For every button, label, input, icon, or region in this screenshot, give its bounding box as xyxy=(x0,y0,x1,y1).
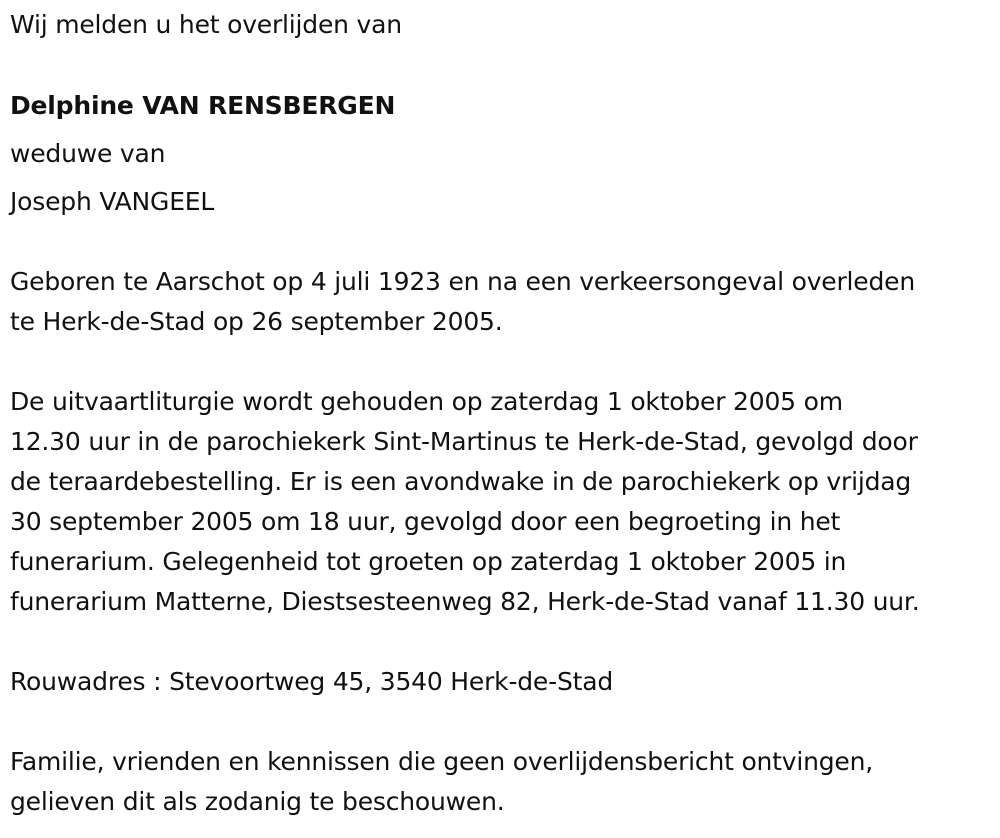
funeral-line: funerarium. Gelegenheid tot groeten op zaterdag 1 oktober 2005 in xyxy=(10,547,847,576)
relation-text: weduwe van xyxy=(10,139,166,168)
closing-line: gelieven dit als zodanig te beschouwen. xyxy=(10,787,505,816)
mourning-address: Rouwadres : Stevoortweg 45, 3540 Herk-de-Stad xyxy=(10,667,613,696)
funeral-line: funerarium Matterne, Diestsesteenweg 82, Herk-de-Stad vanaf 11.30 uur. xyxy=(10,587,920,616)
spouse-name: Joseph VANGEEL xyxy=(10,187,215,216)
funeral-line: de teraardebestelling. Er is een avondwake in de parochiekerk op vrijdag xyxy=(10,467,912,496)
deceased-name: Delphine VAN RENSBERGEN xyxy=(10,91,396,120)
closing-line: Familie, vrienden en kennissen die geen overlijdensbericht ontvingen, xyxy=(10,747,874,776)
funeral-line: 30 september 2005 om 18 uur, gevolgd door een begroeting in het xyxy=(10,507,841,536)
birth-death-line: te Herk-de-Stad op 26 september 2005. xyxy=(10,307,503,336)
intro-text: Wij melden u het overlijden van xyxy=(10,10,402,39)
birth-death-line: Geboren te Aarschot op 4 juli 1923 en na een verkeersongeval overleden xyxy=(10,267,915,296)
funeral-line: 12.30 uur in de parochiekerk Sint-Martinus te Herk-de-Stad, gevolgd door xyxy=(10,427,918,456)
funeral-line: De uitvaartliturgie wordt gehouden op zaterdag 1 oktober 2005 om xyxy=(10,387,843,416)
